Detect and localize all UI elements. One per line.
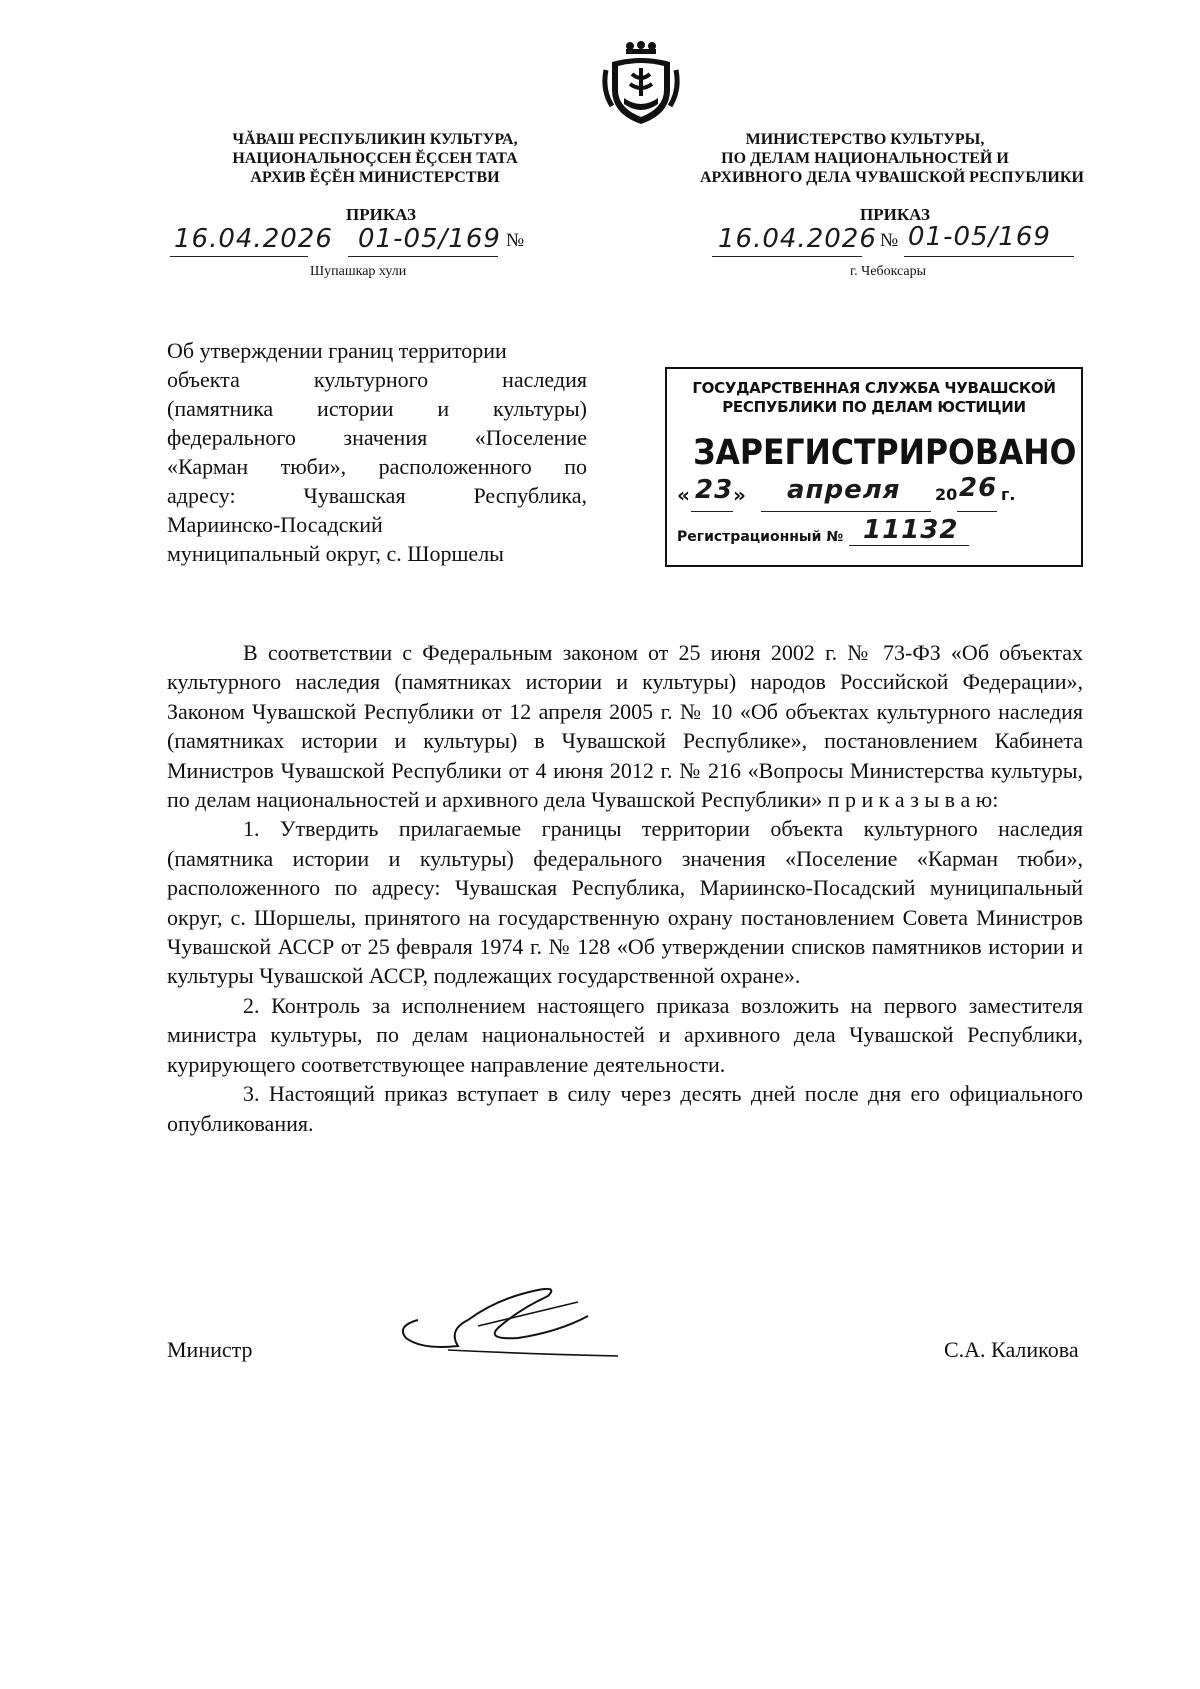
order-word-left: ПРИКАЗ (346, 205, 416, 224)
signature-name: С.А. Каликова (944, 1337, 1079, 1362)
number-sign-left: № (506, 230, 525, 251)
number-underline-right (904, 256, 1074, 257)
header-right-line: МИНИСТЕРСТВО КУЛЬТУРЫ, (745, 131, 985, 148)
header-right-line: ПО ДЕЛАМ НАЦИОНАЛЬНОСТЕЙ И (721, 150, 1009, 167)
document-title (167, 336, 587, 568)
header-right-line: АРХИВНОГО ДЕЛА ЧУВАШСКОЙ РЕСПУБЛИКИ (700, 169, 1084, 186)
number-sign-right: № (880, 230, 899, 251)
document-body (167, 638, 1083, 1138)
stamp-handwritten-year: 26 (959, 473, 998, 503)
title-line: Мариинско-Посадский (167, 512, 383, 537)
stamp-month-underline (761, 511, 931, 512)
stamp-year-prefix: 20 (935, 485, 958, 504)
title-line: «Карман тюби», расположенного по (167, 454, 587, 479)
body-paragraph-item-3: 3. Настоящий приказ вступает в силу через десять дней после дня его официального опубликования. (167, 1081, 1083, 1136)
stamp-organization-line: РЕСПУБЛИКИ ПО ДЕЛАМ ЮСТИЦИИ (722, 398, 1026, 416)
stamp-handwritten-month: апреля (787, 475, 901, 505)
header-left-line: АРХИВ ĔÇĔН МИНИСТЕРСТВИ (250, 169, 500, 186)
stamp-registration-underline (849, 545, 969, 546)
title-line: Об утверждении границ территории (167, 338, 507, 363)
date-underline-right (712, 256, 862, 257)
stamp-open-quote: « (677, 483, 690, 507)
order-number-row-left (170, 226, 550, 258)
header-left-line: ЧĂВАШ РЕСПУБЛИКИН КУЛЬТУРА, (232, 131, 518, 148)
title-line: адресу: Чувашская Республика, (167, 483, 587, 508)
handwritten-signature (388, 1280, 628, 1370)
title-line: муниципальный округ, с. Шоршелы (167, 541, 504, 566)
stamp-year-unit: г. (1001, 485, 1016, 504)
body-paragraph-item-2: 2. Контроль за исполнением настоящего приказа возложить на первого заместителя министра культуры, по делам национальностей и архивного дела Чувашской Республики, курирующего соответствующее направление деятельности. (167, 992, 1083, 1077)
title-line: федерального значения «Поселение (167, 425, 587, 450)
date-underline-left (170, 256, 308, 257)
stamp-handwritten-day: 23 (695, 475, 734, 505)
body-paragraph-preamble: В соответствии с Федеральным законом от 25 июня 2002 г. № 73-ФЗ «Об объектах культурного наследия (памятниках истории и культуры) народов Российской Федерации», Законом Чувашской Республики от 12 апреля 2005 г. № 10 «Об объектах культурного наследия (памятниках истории и культуры) в Чувашской Республике», постановлением Кабинета Министров Чувашской Республики от 4 июня 2012 г. № 216 «Вопросы Министерства культуры, по делам национальностей и архивного дела Чувашской Республики» п р и к а з ы в а ю: (167, 640, 1083, 813)
header-right-ministry-russian (700, 130, 1084, 187)
stamp-close-quote: » (733, 483, 746, 507)
stamp-registered-status: ЗАРЕГИСТРИРОВАНО (693, 433, 1077, 473)
stamp-organization-line: ГОСУДАРСТВЕННАЯ СЛУЖБА ЧУВАШСКОЙ (692, 379, 1056, 397)
handwritten-date-right: 16.04.2026 (718, 224, 877, 254)
handwritten-date-left: 16.04.2026 (174, 224, 333, 254)
number-underline-left (348, 256, 498, 257)
registration-stamp (665, 367, 1083, 567)
order-word-right: ПРИКАЗ (860, 205, 930, 224)
stamp-date-row (673, 473, 1075, 515)
header-left-line: НАЦИОНАЛЬНОÇСЕН ĔÇСЕН ТАТА (232, 150, 518, 167)
body-paragraph-item-1: 1. Утвердить прилагаемые границы территории объекта культурного наследия (памятника истории и культуры) федерального значения «Поселение «Карман тюби», расположенного по адресу: Чувашская Республика, Мариинско-Посадский муниципальный округ, с. Шоршелы, принятого на государственную охрану постановлением Совета Министров Чувашской АССР от 25 февраля 1974 г. № 128 «Об утверждении списков памятников истории и культуры Чувашской АССР, подлежащих государственной охране». (167, 816, 1083, 989)
title-line: (памятника истории и культуры) (167, 396, 587, 421)
signature-position: Министр (167, 1337, 253, 1362)
place-left: Шупашкар хули (310, 264, 407, 279)
stamp-registration-number-row (673, 515, 1075, 551)
order-number-row-right (712, 222, 1092, 258)
place-right: г. Чебоксары (850, 264, 927, 279)
handwritten-number-right: 01-05/169 (908, 222, 1051, 252)
stamp-registration-label: Регистрационный № (677, 529, 844, 545)
stamp-year-underline (957, 511, 997, 512)
title-line: объекта культурного наследия (167, 367, 587, 392)
stamp-day-underline (691, 511, 733, 512)
handwritten-number-left: 01-05/169 (358, 224, 501, 254)
coat-of-arms-emblem (602, 40, 680, 128)
stamp-handwritten-registration-number: 11132 (863, 515, 959, 545)
header-left-ministry-chuvash (210, 130, 540, 187)
